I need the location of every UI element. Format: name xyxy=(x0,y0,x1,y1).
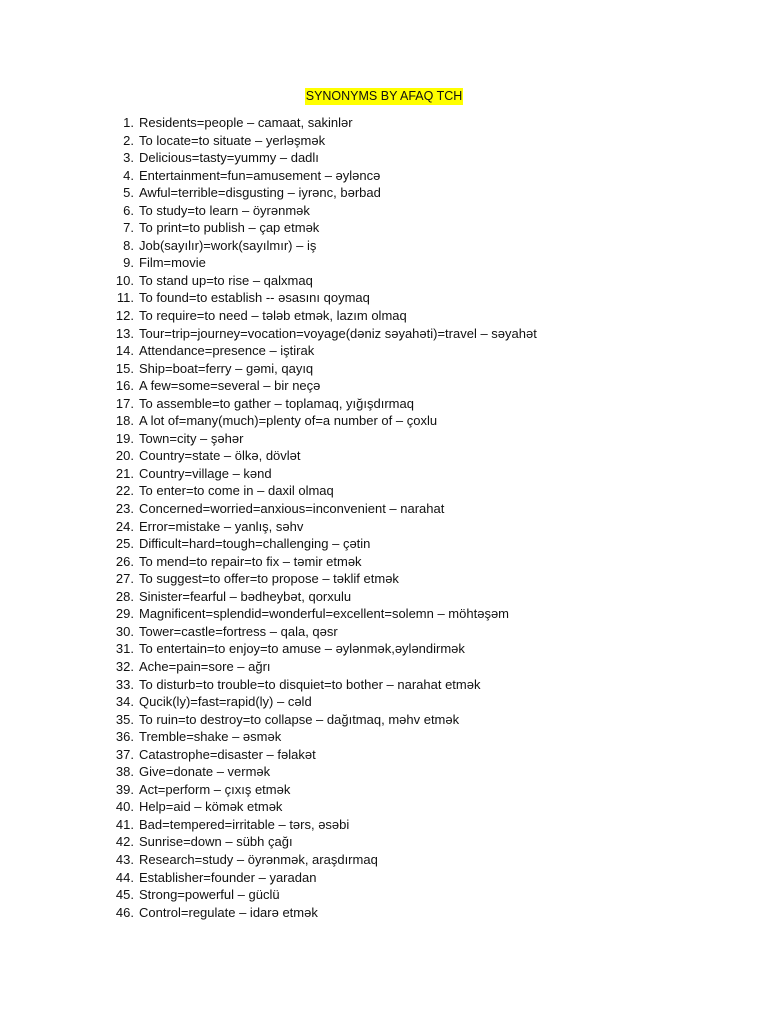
list-item-text: Country=village – kənd xyxy=(139,465,272,481)
list-item-text: Qucik(ly)=fast=rapid(ly) – cəld xyxy=(139,694,312,710)
list-item-number: 5. xyxy=(123,185,134,201)
list-item-number: 30. xyxy=(115,623,134,639)
list-item xyxy=(0,272,768,290)
list-item-number: 15. xyxy=(115,360,134,376)
list-item-text: To disturb=to trouble=to disquiet=to bother – narahat etmək xyxy=(139,676,481,692)
list-item xyxy=(0,237,768,255)
list-item-number: 46. xyxy=(115,904,134,920)
list-item-number: 18. xyxy=(115,413,134,429)
list-item xyxy=(0,640,768,658)
list-item xyxy=(0,851,768,869)
list-item xyxy=(0,816,768,834)
list-item-text: Sunrise=down – sübh çağı xyxy=(139,834,293,850)
list-item-text: Ache=pain=sore – ağrı xyxy=(139,658,271,674)
list-item-text: Town=city – şəhər xyxy=(139,430,244,446)
list-item xyxy=(0,219,768,237)
list-item-number: 1. xyxy=(123,115,134,130)
list-item xyxy=(0,605,768,623)
list-item xyxy=(0,588,768,606)
list-item-number: 2. xyxy=(123,132,134,148)
list-item xyxy=(0,202,768,220)
list-item xyxy=(0,869,768,887)
list-item xyxy=(0,395,768,413)
list-item-number: 13. xyxy=(115,325,134,341)
synonym-list xyxy=(0,114,768,921)
list-item-number: 33. xyxy=(115,676,134,692)
list-item-text: Entertainment=fun=amusement – əyləncə xyxy=(139,167,381,183)
page-title: SYNONYMS BY AFAQ TCH xyxy=(305,89,463,103)
list-item xyxy=(0,307,768,325)
list-item-number: 9. xyxy=(123,255,134,271)
list-item-text: Strong=powerful – güclü xyxy=(139,887,280,903)
list-item-text: Ship=boat=ferry – gəmi, qayıq xyxy=(139,360,314,376)
list-item-number: 41. xyxy=(115,816,134,832)
list-item-number: 42. xyxy=(115,834,134,850)
list-item-number: 14. xyxy=(115,343,134,359)
list-item xyxy=(0,535,768,553)
list-item-number: 19. xyxy=(115,430,134,446)
list-item xyxy=(0,360,768,378)
list-item xyxy=(0,553,768,571)
list-item-text: Country=state – ölkə, dövlət xyxy=(139,448,301,464)
list-item-text: Awful=terrible=disgusting – iyrənc, bərbad xyxy=(139,185,381,201)
list-item-number: 25. xyxy=(115,536,134,552)
list-item-text: Error=mistake – yanlış, səhv xyxy=(139,518,304,534)
list-item xyxy=(0,833,768,851)
list-item-text: To found=to establish -- əsasını qoymaq xyxy=(139,290,370,306)
list-item-text: Help=aid – kömək etmək xyxy=(139,799,283,815)
list-item xyxy=(0,447,768,465)
list-item-number: 7. xyxy=(123,220,134,236)
list-item-text: Residents=people – camaat, sakinlər xyxy=(139,115,353,130)
list-item-number: 45. xyxy=(115,887,134,903)
list-item xyxy=(0,570,768,588)
list-item xyxy=(0,693,768,711)
list-item xyxy=(0,798,768,816)
list-item-text: Catastrophe=disaster – fəlakət xyxy=(139,746,316,762)
list-item-text: To entertain=to enjoy=to amuse – əylənmək,əyləndirmək xyxy=(139,641,465,657)
list-item-number: 27. xyxy=(115,571,134,587)
list-item-text: Difficult=hard=tough=challenging – çətin xyxy=(139,536,371,552)
list-item xyxy=(0,412,768,430)
list-item xyxy=(0,430,768,448)
list-item-text: To stand up=to rise – qalxmaq xyxy=(139,272,313,288)
list-item-number: 21. xyxy=(115,465,134,481)
list-item-text: Magnificent=splendid=wonderful=excellent=solemn – möhtəşəm xyxy=(139,606,509,622)
list-item-text: Control=regulate – idarə etmək xyxy=(139,904,318,920)
list-item-number: 32. xyxy=(115,658,134,674)
list-item xyxy=(0,676,768,694)
list-item-text: Establisher=founder – yaradan xyxy=(139,869,317,885)
list-item-number: 39. xyxy=(115,781,134,797)
list-item-number: 40. xyxy=(115,799,134,815)
list-item-number: 34. xyxy=(115,694,134,710)
list-item-text: Research=study – öyrənmək, araşdırmaq xyxy=(139,851,378,867)
list-item xyxy=(0,904,768,922)
list-item xyxy=(0,167,768,185)
list-item xyxy=(0,184,768,202)
list-item-number: 38. xyxy=(115,764,134,780)
list-item-number: 20. xyxy=(115,448,134,464)
list-item-number: 44. xyxy=(115,869,134,885)
list-item-text: To ruin=to destroy=to collapse – dağıtmaq, məhv etmək xyxy=(139,711,460,727)
list-item-text: Tower=castle=fortress – qala, qəsr xyxy=(139,623,338,639)
list-item-text: Tour=trip=journey=vocation=voyage(dəniz səyahəti)=travel – səyahət xyxy=(139,325,537,341)
list-item-text: To print=to publish – çap etmək xyxy=(139,220,320,236)
list-item-number: 28. xyxy=(115,588,134,604)
list-item-number: 26. xyxy=(115,553,134,569)
list-item xyxy=(0,377,768,395)
list-item xyxy=(0,132,768,150)
list-item-number: 8. xyxy=(123,237,134,253)
list-item-number: 29. xyxy=(115,606,134,622)
list-item-text: Tremble=shake – əsmək xyxy=(139,729,282,745)
list-item-number: 10. xyxy=(115,272,134,288)
list-item xyxy=(0,886,768,904)
list-item-number: 16. xyxy=(115,378,134,394)
list-item xyxy=(0,254,768,272)
list-item-number: 4. xyxy=(123,167,134,183)
list-item xyxy=(0,711,768,729)
list-item-text: Job(sayılır)=work(sayılmır) – iş xyxy=(139,237,317,253)
list-item xyxy=(0,325,768,343)
list-item-number: 37. xyxy=(115,746,134,762)
title-container xyxy=(0,87,768,105)
list-item-text: Sinister=fearful – bədheybət, qorxulu xyxy=(139,588,352,604)
list-item-text: A lot of=many(much)=plenty of=a number of – çoxlu xyxy=(139,413,438,429)
list-item-number: 35. xyxy=(115,711,134,727)
list-item-text: To require=to need – tələb etmək, lazım olmaq xyxy=(139,308,407,324)
list-item-text: To assemble=to gather – toplamaq, yığışdırmaq xyxy=(139,395,414,411)
list-item-number: 11. xyxy=(116,290,134,306)
list-item-text: To locate=to situate – yerləşmək xyxy=(139,132,326,148)
list-item xyxy=(0,623,768,641)
list-item-text: Attendance=presence – iştirak xyxy=(139,343,315,359)
list-item xyxy=(0,149,768,167)
list-item-text: Act=perform – çıxış etmək xyxy=(139,781,291,797)
list-item-text: A few=some=several – bir neçə xyxy=(139,378,321,394)
list-item xyxy=(0,746,768,764)
list-item xyxy=(0,289,768,307)
list-item-number: 43. xyxy=(115,851,134,867)
list-item xyxy=(0,763,768,781)
list-item xyxy=(0,342,768,360)
list-item-number: 23. xyxy=(115,501,134,517)
list-item xyxy=(0,482,768,500)
list-item-number: 22. xyxy=(115,483,134,499)
list-item xyxy=(0,500,768,518)
list-item-text: Give=donate – vermək xyxy=(139,764,271,780)
list-item-number: 12. xyxy=(115,308,134,324)
list-item-text: Concerned=worried=anxious=inconvenient – narahat xyxy=(139,501,445,517)
list-item-text: To study=to learn – öyrənmək xyxy=(139,202,310,218)
list-item-number: 17. xyxy=(115,395,134,411)
list-item-text: To enter=to come in – daxil olmaq xyxy=(139,483,334,499)
list-item xyxy=(0,114,768,132)
list-item xyxy=(0,781,768,799)
list-item xyxy=(0,728,768,746)
list-item-text: Delicious=tasty=yummy – dadlı xyxy=(139,150,319,166)
list-item-number: 31. xyxy=(115,641,134,657)
list-item xyxy=(0,465,768,483)
list-item-number: 3. xyxy=(123,150,134,166)
list-item xyxy=(0,518,768,536)
list-item-text: To suggest=to offer=to propose – təklif etmək xyxy=(139,571,399,587)
list-item-text: To mend=to repair=to fix – təmir etmək xyxy=(139,553,362,569)
list-item xyxy=(0,658,768,676)
list-item-text: Film=movie xyxy=(139,255,206,271)
list-item-text: Bad=tempered=irritable – tərs, əsəbi xyxy=(139,816,350,832)
list-item-number: 36. xyxy=(115,729,134,745)
list-item-number: 6. xyxy=(123,202,134,218)
list-item-number: 24. xyxy=(115,518,134,534)
